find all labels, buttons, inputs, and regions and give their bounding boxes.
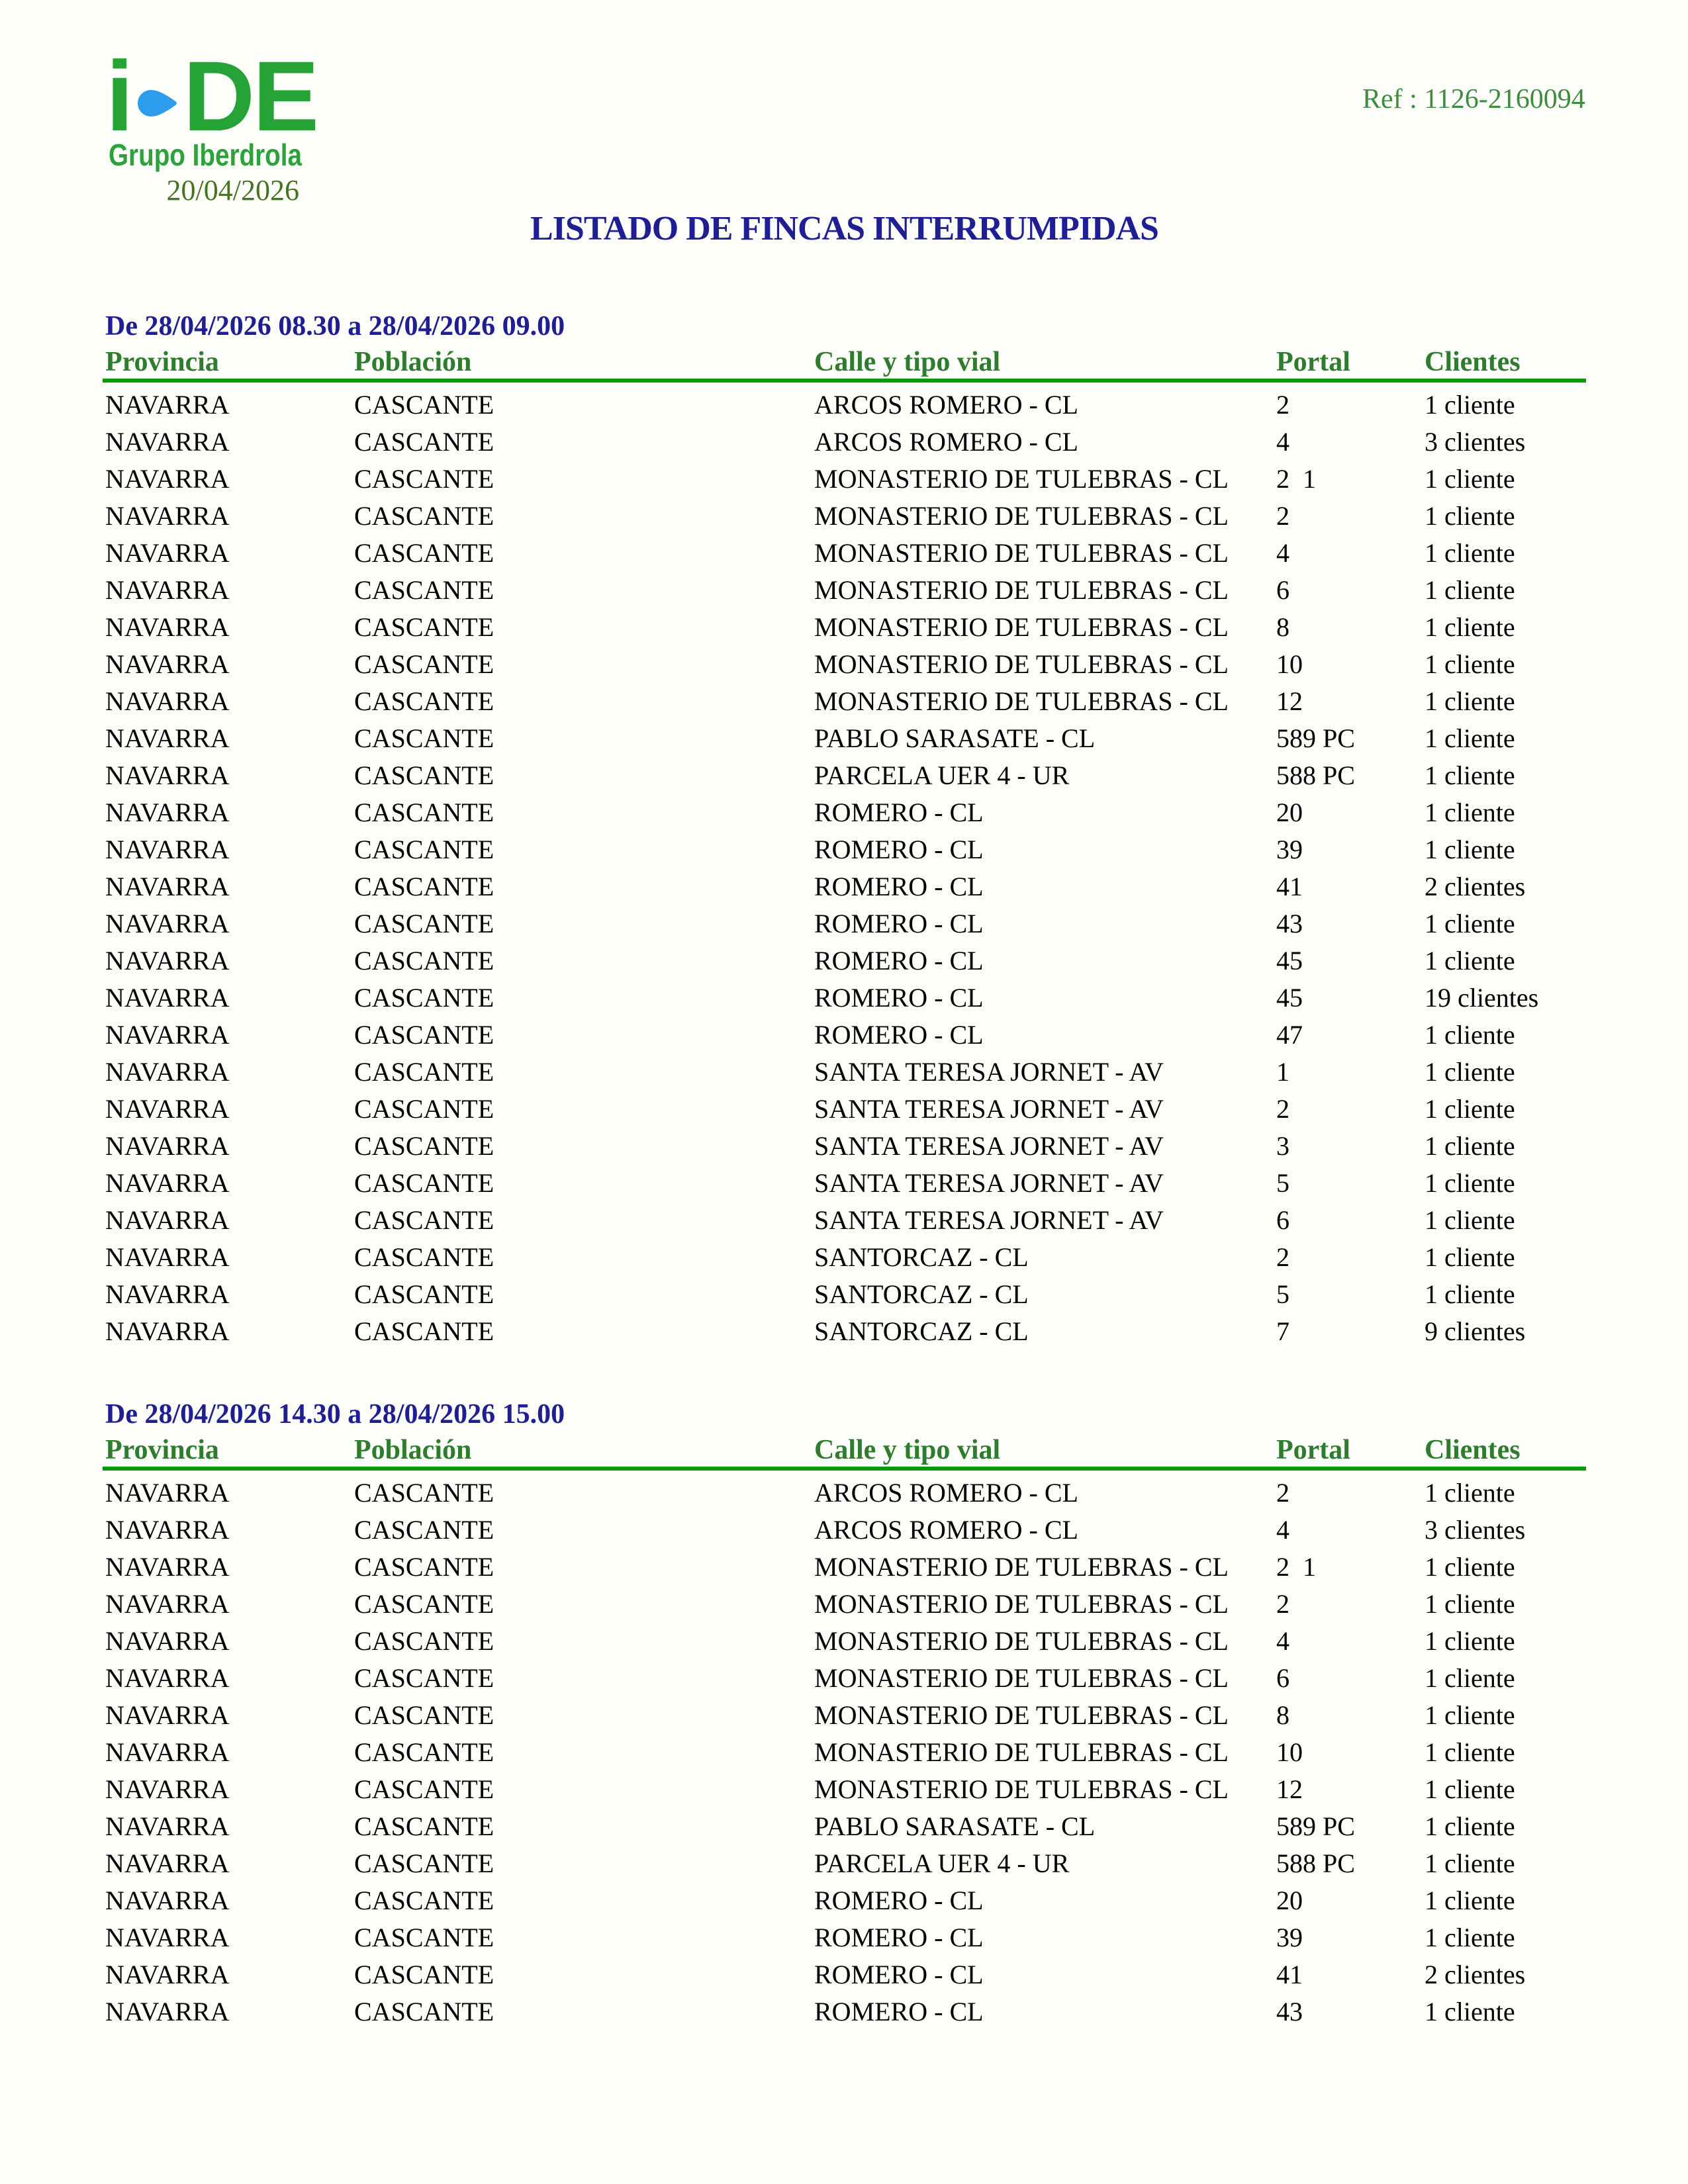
cell-clientes: 1 cliente	[1425, 575, 1515, 605]
table-row	[103, 1169, 1586, 1206]
table-row	[103, 798, 1586, 835]
cell-portal: 7	[1276, 1316, 1289, 1346]
cell-poblacion: CASCANTE	[354, 501, 494, 531]
table-row	[103, 1886, 1586, 1923]
cell-calle-y-tipo-vial: ROMERO - CL	[814, 872, 984, 901]
cell-portal: 12	[1276, 1774, 1303, 1804]
cell-calle-y-tipo-vial: ROMERO - CL	[814, 1960, 984, 1989]
cell-poblacion: CASCANTE	[354, 1094, 494, 1124]
cell-clientes: 1 cliente	[1425, 835, 1515, 864]
cell-poblacion: CASCANTE	[354, 946, 494, 976]
cell-poblacion: CASCANTE	[354, 1589, 494, 1619]
cell-portal: 2	[1276, 501, 1289, 531]
cell-poblacion: CASCANTE	[354, 464, 494, 494]
table-row	[103, 390, 1586, 428]
cell-provincia: NAVARRA	[105, 538, 230, 568]
cell-portal: 2 1	[1276, 464, 1316, 494]
cell-poblacion: CASCANTE	[354, 1020, 494, 1050]
cell-calle-y-tipo-vial: ROMERO - CL	[814, 946, 984, 976]
table-row	[103, 1664, 1586, 1701]
cell-clientes: 1 cliente	[1425, 1279, 1515, 1309]
cell-portal: 4	[1276, 538, 1289, 568]
cell-provincia: NAVARRA	[105, 427, 230, 457]
cell-portal: 2	[1276, 1094, 1289, 1124]
section-rows	[103, 1479, 1586, 2034]
cell-clientes: 1 cliente	[1425, 1663, 1515, 1693]
cell-portal: 41	[1276, 1960, 1303, 1989]
cell-portal: 2	[1276, 1242, 1289, 1272]
cell-portal: 2 1	[1276, 1552, 1316, 1582]
table-row	[103, 1775, 1586, 1812]
cell-calle-y-tipo-vial: MONASTERIO DE TULEBRAS - CL	[814, 501, 1229, 531]
cell-calle-y-tipo-vial: MONASTERIO DE TULEBRAS - CL	[814, 649, 1229, 679]
cell-provincia: NAVARRA	[105, 797, 230, 827]
cell-clientes: 1 cliente	[1425, 1020, 1515, 1050]
cell-poblacion: CASCANTE	[354, 1700, 494, 1730]
cell-calle-y-tipo-vial: PARCELA UER 4 - UR	[814, 760, 1070, 790]
cell-poblacion: CASCANTE	[354, 649, 494, 679]
cell-portal: 6	[1276, 1205, 1289, 1235]
cell-provincia: NAVARRA	[105, 1020, 230, 1050]
cell-calle-y-tipo-vial: MONASTERIO DE TULEBRAS - CL	[814, 1737, 1229, 1767]
cell-provincia: NAVARRA	[105, 1997, 230, 2026]
cell-poblacion: CASCANTE	[354, 1205, 494, 1235]
cell-clientes: 1 cliente	[1425, 1737, 1515, 1767]
cell-poblacion: CASCANTE	[354, 723, 494, 753]
cell-provincia: NAVARRA	[105, 501, 230, 531]
cell-portal: 39	[1276, 1923, 1303, 1952]
cell-poblacion: CASCANTE	[354, 390, 494, 420]
page-title: LISTADO DE FINCAS INTERRUMPIDAS	[530, 210, 1158, 248]
cell-portal: 20	[1276, 1886, 1303, 1915]
cell-clientes: 1 cliente	[1425, 1700, 1515, 1730]
cell-provincia: NAVARRA	[105, 1168, 230, 1198]
cell-poblacion: CASCANTE	[354, 1923, 494, 1952]
cell-calle-y-tipo-vial: ARCOS ROMERO - CL	[814, 1515, 1078, 1545]
cell-poblacion: CASCANTE	[354, 1478, 494, 1508]
table-row	[103, 1923, 1586, 1960]
cell-provincia: NAVARRA	[105, 1515, 230, 1545]
cell-provincia: NAVARRA	[105, 390, 230, 420]
cell-clientes: 1 cliente	[1425, 946, 1515, 976]
cell-provincia: NAVARRA	[105, 723, 230, 753]
cell-portal: 3	[1276, 1131, 1289, 1161]
cell-portal: 10	[1276, 1737, 1303, 1767]
cell-clientes: 9 clientes	[1425, 1316, 1526, 1346]
cell-provincia: NAVARRA	[105, 1700, 230, 1730]
cell-portal: 47	[1276, 1020, 1303, 1050]
cell-portal: 45	[1276, 983, 1303, 1013]
column-header-row	[103, 347, 1586, 379]
cell-clientes: 1 cliente	[1425, 797, 1515, 827]
cell-provincia: NAVARRA	[105, 575, 230, 605]
cell-clientes: 1 cliente	[1425, 1552, 1515, 1582]
cell-clientes: 1 cliente	[1425, 1131, 1515, 1161]
cell-provincia: NAVARRA	[105, 1886, 230, 1915]
cell-calle-y-tipo-vial: ROMERO - CL	[814, 1886, 984, 1915]
cell-provincia: NAVARRA	[105, 1057, 230, 1087]
cell-poblacion: CASCANTE	[354, 1626, 494, 1656]
cell-poblacion: CASCANTE	[354, 1960, 494, 1989]
table-row	[103, 1243, 1586, 1280]
cell-clientes: 1 cliente	[1425, 649, 1515, 679]
cell-calle-y-tipo-vial: SANTA TERESA JORNET - AV	[814, 1094, 1164, 1124]
column-header-clientes: Clientes	[1425, 347, 1521, 377]
cell-provincia: NAVARRA	[105, 1960, 230, 1989]
cell-portal: 589 PC	[1276, 723, 1355, 753]
cell-clientes: 2 clientes	[1425, 872, 1526, 901]
cell-poblacion: CASCANTE	[354, 1316, 494, 1346]
cell-provincia: NAVARRA	[105, 649, 230, 679]
table-row	[103, 909, 1586, 946]
cell-poblacion: CASCANTE	[354, 1886, 494, 1915]
cell-calle-y-tipo-vial: ROMERO - CL	[814, 1923, 984, 1952]
cell-calle-y-tipo-vial: ROMERO - CL	[814, 835, 984, 864]
table-row	[103, 1738, 1586, 1775]
cell-calle-y-tipo-vial: MONASTERIO DE TULEBRAS - CL	[814, 1552, 1229, 1582]
cell-poblacion: CASCANTE	[354, 1552, 494, 1582]
reference-number: Ref : 1126-2160094	[1362, 84, 1585, 114]
cell-poblacion: CASCANTE	[354, 1737, 494, 1767]
table-row	[103, 1280, 1586, 1317]
cell-poblacion: CASCANTE	[354, 1057, 494, 1087]
cell-poblacion: CASCANTE	[354, 983, 494, 1013]
cell-poblacion: CASCANTE	[354, 1663, 494, 1693]
cell-portal: 4	[1276, 427, 1289, 457]
cell-calle-y-tipo-vial: ARCOS ROMERO - CL	[814, 390, 1078, 420]
column-header-provincia: Provincia	[105, 1435, 219, 1465]
table-row	[103, 687, 1586, 724]
table-row	[103, 428, 1586, 465]
table-row	[103, 835, 1586, 872]
cell-clientes: 1 cliente	[1425, 909, 1515, 938]
cell-portal: 20	[1276, 797, 1303, 827]
cell-calle-y-tipo-vial: ROMERO - CL	[814, 797, 984, 827]
section-period: De 28/04/2026 08.30 a 28/04/2026 09.00	[105, 311, 565, 341]
table-row	[103, 1479, 1586, 1516]
table-row	[103, 1627, 1586, 1664]
table-row	[103, 1206, 1586, 1243]
table-row	[103, 1997, 1586, 2034]
cell-portal: 41	[1276, 872, 1303, 901]
table-row	[103, 465, 1586, 502]
cell-clientes: 3 clientes	[1425, 1515, 1526, 1545]
table-row	[103, 1849, 1586, 1886]
cell-clientes: 1 cliente	[1425, 1886, 1515, 1915]
cell-calle-y-tipo-vial: PARCELA UER 4 - UR	[814, 1848, 1070, 1878]
cell-provincia: NAVARRA	[105, 464, 230, 494]
header-date: 20/04/2026	[166, 174, 299, 206]
cell-calle-y-tipo-vial: ARCOS ROMERO - CL	[814, 1478, 1078, 1508]
cell-clientes: 1 cliente	[1425, 612, 1515, 642]
cell-provincia: NAVARRA	[105, 1316, 230, 1346]
cell-clientes: 1 cliente	[1425, 1168, 1515, 1198]
section-period: De 28/04/2026 14.30 a 28/04/2026 15.00	[105, 1399, 565, 1430]
cell-provincia: NAVARRA	[105, 1626, 230, 1656]
cell-provincia: NAVARRA	[105, 686, 230, 716]
cell-provincia: NAVARRA	[105, 1811, 230, 1841]
cell-poblacion: CASCANTE	[354, 909, 494, 938]
cell-calle-y-tipo-vial: ROMERO - CL	[814, 1020, 984, 1050]
cell-clientes: 1 cliente	[1425, 760, 1515, 790]
cell-portal: 588 PC	[1276, 1848, 1355, 1878]
cell-portal: 10	[1276, 649, 1303, 679]
cell-provincia: NAVARRA	[105, 1094, 230, 1124]
table-row	[103, 576, 1586, 613]
cell-provincia: NAVARRA	[105, 835, 230, 864]
cell-clientes: 2 clientes	[1425, 1960, 1526, 1989]
cell-calle-y-tipo-vial: MONASTERIO DE TULEBRAS - CL	[814, 464, 1229, 494]
cell-calle-y-tipo-vial: SANTORCAZ - CL	[814, 1242, 1029, 1272]
teardrop-icon	[137, 46, 178, 146]
table-row	[103, 1021, 1586, 1058]
cell-calle-y-tipo-vial: ROMERO - CL	[814, 1997, 984, 2026]
table-row	[103, 1553, 1586, 1590]
cell-calle-y-tipo-vial: MONASTERIO DE TULEBRAS - CL	[814, 686, 1229, 716]
cell-clientes: 1 cliente	[1425, 538, 1515, 568]
cell-portal: 588 PC	[1276, 760, 1355, 790]
column-header-portal: Portal	[1276, 347, 1350, 377]
cell-poblacion: CASCANTE	[354, 1168, 494, 1198]
cell-clientes: 1 cliente	[1425, 1848, 1515, 1878]
cell-clientes: 1 cliente	[1425, 686, 1515, 716]
cell-calle-y-tipo-vial: SANTA TERESA JORNET - AV	[814, 1205, 1164, 1235]
table-row	[103, 1516, 1586, 1553]
cell-portal: 2	[1276, 390, 1289, 420]
cell-clientes: 1 cliente	[1425, 1057, 1515, 1087]
cell-calle-y-tipo-vial: SANTA TERESA JORNET - AV	[814, 1057, 1164, 1087]
cell-poblacion: CASCANTE	[354, 1774, 494, 1804]
cell-poblacion: CASCANTE	[354, 1811, 494, 1841]
table-row	[103, 872, 1586, 909]
cell-calle-y-tipo-vial: SANTA TERESA JORNET - AV	[814, 1131, 1164, 1161]
cell-clientes: 19 clientes	[1425, 983, 1539, 1013]
cell-provincia: NAVARRA	[105, 1478, 230, 1508]
cell-calle-y-tipo-vial: MONASTERIO DE TULEBRAS - CL	[814, 575, 1229, 605]
cell-provincia: NAVARRA	[105, 1923, 230, 1952]
cell-calle-y-tipo-vial: SANTORCAZ - CL	[814, 1279, 1029, 1309]
cell-calle-y-tipo-vial: PABLO SARASATE - CL	[814, 723, 1096, 753]
cell-portal: 8	[1276, 1700, 1289, 1730]
cell-poblacion: CASCANTE	[354, 1242, 494, 1272]
table-row	[103, 1317, 1586, 1354]
cell-portal: 6	[1276, 1663, 1289, 1693]
cell-clientes: 1 cliente	[1425, 1242, 1515, 1272]
table-row	[103, 539, 1586, 576]
cell-portal: 4	[1276, 1515, 1289, 1545]
cell-poblacion: CASCANTE	[354, 835, 494, 864]
cell-provincia: NAVARRA	[105, 1589, 230, 1619]
table-row	[103, 761, 1586, 798]
cell-portal: 5	[1276, 1168, 1289, 1198]
cell-clientes: 1 cliente	[1425, 1811, 1515, 1841]
table-row	[103, 1812, 1586, 1849]
cell-calle-y-tipo-vial: MONASTERIO DE TULEBRAS - CL	[814, 538, 1229, 568]
cell-provincia: NAVARRA	[105, 1774, 230, 1804]
table-row	[103, 983, 1586, 1021]
cell-poblacion: CASCANTE	[354, 612, 494, 642]
cell-clientes: 1 cliente	[1425, 501, 1515, 531]
cell-clientes: 1 cliente	[1425, 723, 1515, 753]
cell-calle-y-tipo-vial: SANTORCAZ - CL	[814, 1316, 1029, 1346]
table-row	[103, 1132, 1586, 1169]
cell-portal: 12	[1276, 686, 1303, 716]
cell-portal: 43	[1276, 1997, 1303, 2026]
cell-calle-y-tipo-vial: SANTA TERESA JORNET - AV	[814, 1168, 1164, 1198]
cell-calle-y-tipo-vial: MONASTERIO DE TULEBRAS - CL	[814, 1626, 1229, 1656]
cell-calle-y-tipo-vial: MONASTERIO DE TULEBRAS - CL	[814, 1663, 1229, 1693]
cell-poblacion: CASCANTE	[354, 760, 494, 790]
cell-provincia: NAVARRA	[105, 1737, 230, 1767]
cell-portal: 4	[1276, 1626, 1289, 1656]
cell-clientes: 1 cliente	[1425, 1478, 1515, 1508]
cell-clientes: 1 cliente	[1425, 390, 1515, 420]
cell-portal: 2	[1276, 1478, 1289, 1508]
cell-calle-y-tipo-vial: ROMERO - CL	[814, 983, 984, 1013]
cell-portal: 39	[1276, 835, 1303, 864]
table-row	[103, 946, 1586, 983]
cell-poblacion: CASCANTE	[354, 797, 494, 827]
cell-provincia: NAVARRA	[105, 1848, 230, 1878]
cell-poblacion: CASCANTE	[354, 1279, 494, 1309]
table-row	[103, 1095, 1586, 1132]
table-row	[103, 1058, 1586, 1095]
cell-clientes: 3 clientes	[1425, 427, 1526, 457]
table-row	[103, 650, 1586, 687]
table-row	[103, 502, 1586, 539]
logo-subtitle: Grupo Iberdrola	[109, 138, 302, 172]
table-row	[103, 1701, 1586, 1738]
cell-provincia: NAVARRA	[105, 909, 230, 938]
table-row	[103, 1960, 1586, 1997]
cell-provincia: NAVARRA	[105, 1205, 230, 1235]
cell-portal: 8	[1276, 612, 1289, 642]
column-header-poblacion: Población	[354, 1435, 472, 1465]
column-header-calle-y-tipo-vial: Calle y tipo vial	[814, 1435, 1001, 1465]
cell-provincia: NAVARRA	[105, 983, 230, 1013]
ide-logo	[106, 40, 318, 152]
column-header-provincia: Provincia	[105, 347, 219, 377]
logo-text-de: DE	[183, 40, 318, 152]
cell-provincia: NAVARRA	[105, 1131, 230, 1161]
table-row	[103, 724, 1586, 761]
logo-text-i: i	[106, 40, 132, 152]
cell-clientes: 1 cliente	[1425, 1205, 1515, 1235]
cell-provincia: NAVARRA	[105, 1279, 230, 1309]
cell-poblacion: CASCANTE	[354, 1848, 494, 1878]
cell-provincia: NAVARRA	[105, 760, 230, 790]
cell-portal: 5	[1276, 1279, 1289, 1309]
cell-clientes: 1 cliente	[1425, 1094, 1515, 1124]
cell-calle-y-tipo-vial: ARCOS ROMERO - CL	[814, 427, 1078, 457]
cell-poblacion: CASCANTE	[354, 1515, 494, 1545]
cell-portal: 45	[1276, 946, 1303, 976]
cell-clientes: 1 cliente	[1425, 1774, 1515, 1804]
table-row	[103, 1590, 1586, 1627]
cell-poblacion: CASCANTE	[354, 575, 494, 605]
column-header-portal: Portal	[1276, 1435, 1350, 1465]
cell-provincia: NAVARRA	[105, 872, 230, 901]
cell-clientes: 1 cliente	[1425, 1626, 1515, 1656]
cell-provincia: NAVARRA	[105, 612, 230, 642]
cell-provincia: NAVARRA	[105, 946, 230, 976]
cell-clientes: 1 cliente	[1425, 1589, 1515, 1619]
cell-clientes: 1 cliente	[1425, 464, 1515, 494]
cell-portal: 2	[1276, 1589, 1289, 1619]
header-rule	[103, 379, 1586, 383]
cell-portal: 43	[1276, 909, 1303, 938]
cell-portal: 6	[1276, 575, 1289, 605]
cell-calle-y-tipo-vial: PABLO SARASATE - CL	[814, 1811, 1096, 1841]
cell-poblacion: CASCANTE	[354, 1997, 494, 2026]
cell-poblacion: CASCANTE	[354, 686, 494, 716]
column-header-calle-y-tipo-vial: Calle y tipo vial	[814, 347, 1001, 377]
cell-poblacion: CASCANTE	[354, 872, 494, 901]
cell-calle-y-tipo-vial: MONASTERIO DE TULEBRAS - CL	[814, 612, 1229, 642]
cell-clientes: 1 cliente	[1425, 1997, 1515, 2026]
section-rows	[103, 390, 1586, 1354]
cell-portal: 1	[1276, 1057, 1289, 1087]
header-rule	[103, 1467, 1586, 1471]
cell-provincia: NAVARRA	[105, 1552, 230, 1582]
cell-poblacion: CASCANTE	[354, 427, 494, 457]
cell-poblacion: CASCANTE	[354, 1131, 494, 1161]
cell-provincia: NAVARRA	[105, 1242, 230, 1272]
cell-provincia: NAVARRA	[105, 1663, 230, 1693]
cell-poblacion: CASCANTE	[354, 538, 494, 568]
table-row	[103, 613, 1586, 650]
column-header-poblacion: Población	[354, 347, 472, 377]
cell-clientes: 1 cliente	[1425, 1923, 1515, 1952]
column-header-row	[103, 1435, 1586, 1467]
column-header-clientes: Clientes	[1425, 1435, 1521, 1465]
cell-calle-y-tipo-vial: ROMERO - CL	[814, 909, 984, 938]
cell-calle-y-tipo-vial: MONASTERIO DE TULEBRAS - CL	[814, 1774, 1229, 1804]
cell-calle-y-tipo-vial: MONASTERIO DE TULEBRAS - CL	[814, 1589, 1229, 1619]
cell-portal: 589 PC	[1276, 1811, 1355, 1841]
cell-calle-y-tipo-vial: MONASTERIO DE TULEBRAS - CL	[814, 1700, 1229, 1730]
